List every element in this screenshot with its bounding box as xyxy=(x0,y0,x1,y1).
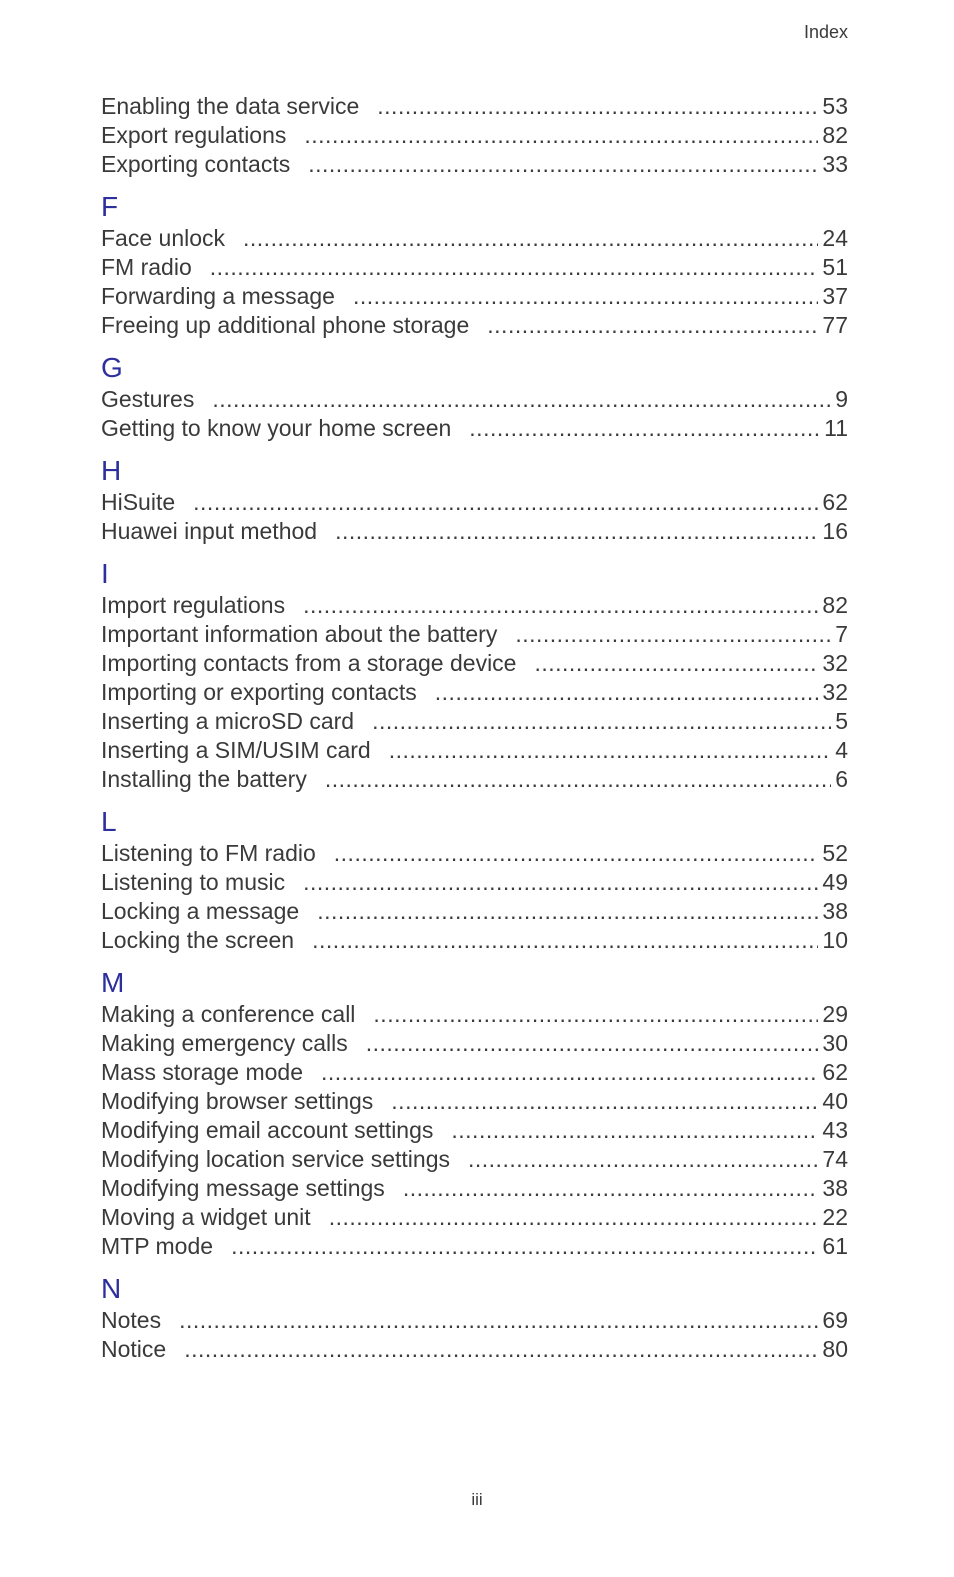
index-entry-page-number: 16 xyxy=(822,518,848,544)
index-entry[interactable] xyxy=(101,591,848,620)
index-entry-term: Modifying browser settings xyxy=(101,1088,374,1114)
dot-leader xyxy=(317,897,818,926)
index-entry[interactable] xyxy=(101,926,848,955)
index-entry-term: Freeing up additional phone storage xyxy=(101,312,470,338)
index-entry-page-number: 32 xyxy=(822,679,848,705)
index-entry[interactable] xyxy=(101,121,848,150)
index-entry[interactable] xyxy=(101,1145,848,1174)
dot-leader xyxy=(534,649,818,678)
index-entry-page-number: 62 xyxy=(822,489,848,515)
dot-leader xyxy=(303,868,818,897)
dot-leader xyxy=(487,311,818,340)
dot-leader xyxy=(391,1087,818,1116)
index-entry-page-number: 29 xyxy=(822,1001,848,1027)
index-entry-term: Mass storage mode xyxy=(101,1059,303,1085)
index-entry[interactable] xyxy=(101,385,848,414)
index-entry-page-number: 43 xyxy=(822,1117,848,1143)
index-entry-page-number: 74 xyxy=(822,1146,848,1172)
index-entry-page-number: 40 xyxy=(822,1088,848,1114)
index-entry-term: Enabling the data service xyxy=(101,93,360,119)
index-entry-term: Listening to FM radio xyxy=(101,840,316,866)
index-entry[interactable] xyxy=(101,707,848,736)
index-section-l xyxy=(101,805,848,955)
index-entry-term: HiSuite xyxy=(101,489,176,515)
index-entry-term: Modifying message settings xyxy=(101,1175,385,1201)
index-entry-page-number: 33 xyxy=(822,151,848,177)
index-section-f xyxy=(101,190,848,340)
index-entry-term: Making a conference call xyxy=(101,1001,356,1027)
dot-leader xyxy=(366,1029,819,1058)
index-entry[interactable] xyxy=(101,1203,848,1232)
index-entry[interactable] xyxy=(101,92,848,121)
index-entry[interactable] xyxy=(101,311,848,340)
index-entry-page-number: 51 xyxy=(822,254,848,280)
index-entry-page-number: 32 xyxy=(822,650,848,676)
index-entry-page-number: 69 xyxy=(822,1307,848,1333)
index-entry-term: Locking a message xyxy=(101,898,300,924)
index-entry-term: Important information about the battery xyxy=(101,621,498,647)
index-entry-page-number: 4 xyxy=(835,737,848,763)
index-entry[interactable] xyxy=(101,620,848,649)
index-entry-page-number: 61 xyxy=(822,1233,848,1259)
index-entry-term: Notice xyxy=(101,1336,167,1362)
dot-leader xyxy=(403,1174,819,1203)
index-section-m xyxy=(101,966,848,1261)
index-entry-term: Installing the battery xyxy=(101,766,307,792)
index-section-i xyxy=(101,557,848,794)
index-entry-term: Export regulations xyxy=(101,122,287,148)
index-entry-page-number: 53 xyxy=(822,93,848,119)
index-section-n xyxy=(101,1272,848,1364)
index-entry[interactable] xyxy=(101,649,848,678)
section-letter-heading: M xyxy=(101,967,125,998)
dot-leader xyxy=(321,1058,818,1087)
index-entry-term: MTP mode xyxy=(101,1233,214,1259)
index-entry[interactable] xyxy=(101,253,848,282)
index-section-g xyxy=(101,351,848,443)
page-number: iii xyxy=(471,1490,483,1509)
section-letter-heading: G xyxy=(101,352,123,383)
index-section-h xyxy=(101,454,848,546)
running-header-title: Index xyxy=(803,22,848,42)
index-entry[interactable] xyxy=(101,868,848,897)
index-entry-page-number: 80 xyxy=(822,1336,848,1362)
index-entry-page-number: 82 xyxy=(822,122,848,148)
dot-leader xyxy=(372,707,831,736)
dot-leader xyxy=(515,620,831,649)
dot-leader xyxy=(231,1232,818,1261)
dot-leader xyxy=(329,1203,819,1232)
index-entry-page-number: 9 xyxy=(835,386,848,412)
dot-leader xyxy=(243,224,818,253)
dot-leader xyxy=(303,591,818,620)
index-list xyxy=(101,92,848,1364)
index-entry-page-number: 30 xyxy=(822,1030,848,1056)
section-letter-heading: H xyxy=(101,455,122,486)
index-entry-term: Moving a widget unit xyxy=(101,1204,311,1230)
index-entry-page-number: 49 xyxy=(822,869,848,895)
index-entry-term: Locking the screen xyxy=(101,927,295,953)
index-entry[interactable] xyxy=(101,150,848,179)
index-entry[interactable] xyxy=(101,1058,848,1087)
dot-leader xyxy=(353,282,818,311)
index-entry-term: Importing contacts from a storage device xyxy=(101,650,517,676)
dot-leader xyxy=(312,926,818,955)
index-entry[interactable] xyxy=(101,897,848,926)
section-letter-heading: F xyxy=(101,191,119,222)
index-entry[interactable] xyxy=(101,1335,848,1364)
index-entry-term: Forwarding a message xyxy=(101,283,335,309)
dot-leader xyxy=(308,150,818,179)
index-entry-page-number: 37 xyxy=(822,283,848,309)
index-entry-page-number: 11 xyxy=(824,415,848,441)
index-entry-term: Modifying email account settings xyxy=(101,1117,434,1143)
index-entry[interactable] xyxy=(101,839,848,868)
index-entry-term: Inserting a microSD card xyxy=(101,708,355,734)
index-entry-term: Getting to know your home screen xyxy=(101,415,452,441)
dot-leader xyxy=(468,1145,818,1174)
dot-leader xyxy=(210,253,819,282)
index-entry[interactable] xyxy=(101,1306,848,1335)
index-entry-term: Notes xyxy=(101,1307,162,1333)
index-entry[interactable] xyxy=(101,678,848,707)
index-entry[interactable] xyxy=(101,736,848,765)
index-entry[interactable] xyxy=(101,282,848,311)
index-entry-term: Importing or exporting contacts xyxy=(101,679,417,705)
dot-leader xyxy=(335,517,818,546)
index-entry[interactable] xyxy=(101,517,848,546)
dot-leader xyxy=(193,488,818,517)
dot-leader xyxy=(304,121,818,150)
index-entry[interactable] xyxy=(101,1000,848,1029)
index-entry-term: Gestures xyxy=(101,386,195,412)
index-entry-page-number: 52 xyxy=(822,840,848,866)
index-entry[interactable] xyxy=(101,224,848,253)
index-entry[interactable] xyxy=(101,488,848,517)
index-entry-page-number: 77 xyxy=(822,312,848,338)
index-entry-term: FM radio xyxy=(101,254,192,280)
index-entry-page-number: 82 xyxy=(822,592,848,618)
index-entry[interactable] xyxy=(101,765,848,794)
index-entry-term: Face unlock xyxy=(101,225,226,251)
dot-leader xyxy=(334,839,819,868)
dot-leader xyxy=(184,1335,818,1364)
index-entry-page-number: 7 xyxy=(835,621,848,647)
index-entry-page-number: 62 xyxy=(822,1059,848,1085)
index-entry-page-number: 38 xyxy=(822,1175,848,1201)
index-entry[interactable] xyxy=(101,1174,848,1203)
index-entry-term: Listening to music xyxy=(101,869,286,895)
index-entry[interactable] xyxy=(101,1232,848,1261)
dot-leader xyxy=(373,1000,818,1029)
dot-leader xyxy=(179,1306,818,1335)
index-entry-term: Inserting a SIM/USIM card xyxy=(101,737,371,763)
dot-leader xyxy=(377,92,818,121)
index-entry[interactable] xyxy=(101,1029,848,1058)
section-letter-heading: N xyxy=(101,1273,122,1304)
section-letter-heading: L xyxy=(101,806,117,837)
index-entry-term: Exporting contacts xyxy=(101,151,291,177)
index-entry-page-number: 6 xyxy=(835,766,848,792)
index-entry-term: Huawei input method xyxy=(101,518,318,544)
index-entry[interactable] xyxy=(101,1087,848,1116)
section-letter-heading: I xyxy=(101,558,109,589)
index-entry-term: Making emergency calls xyxy=(101,1030,348,1056)
index-entry[interactable] xyxy=(101,414,848,443)
dot-leader xyxy=(325,765,831,794)
index-entry-page-number: 38 xyxy=(822,898,848,924)
dot-leader xyxy=(389,736,832,765)
index-entry-page-number: 24 xyxy=(822,225,848,251)
index-entry[interactable] xyxy=(101,1116,848,1145)
dot-leader xyxy=(469,414,820,443)
index-entry-page-number: 5 xyxy=(835,708,848,734)
dot-leader xyxy=(212,385,831,414)
index-entry-term: Import regulations xyxy=(101,592,286,618)
index-entry-page-number: 22 xyxy=(822,1204,848,1230)
dot-leader xyxy=(451,1116,818,1145)
index-entry-term: Modifying location service settings xyxy=(101,1146,450,1172)
index-entry-page-number: 10 xyxy=(822,927,848,953)
dot-leader xyxy=(435,678,819,707)
